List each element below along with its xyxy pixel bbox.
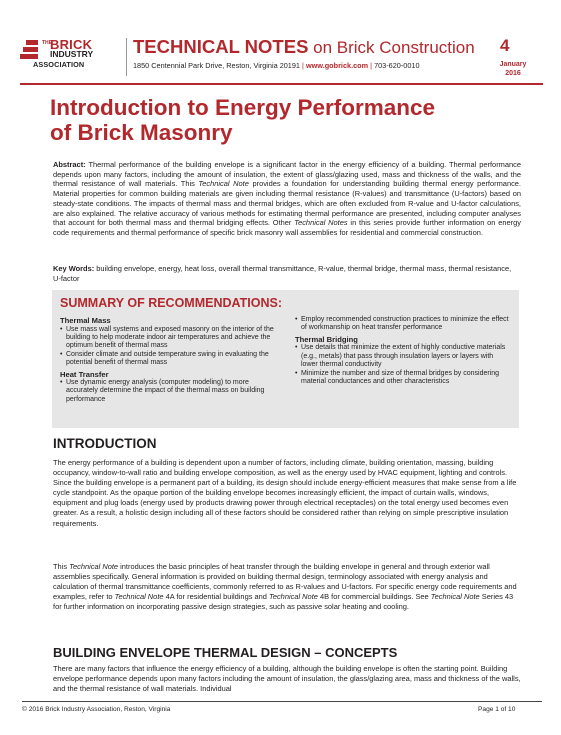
technical-note-ref: Technical Note: [69, 562, 119, 571]
document-title-line2: of Brick Masonry: [50, 120, 233, 145]
thermal-bridging-list: [295, 344, 510, 386]
list-item: • Use dynamic energy analysis (computer modeling) to more accurately determine the impact of the thermal mass on building performance: [60, 379, 275, 404]
list-item: • Consider climate and outside temperature swing in evaluating the potential benefit of thermal mass: [60, 351, 275, 368]
text: Series 43 for further information on incorporating passive design strategies, such as passive solar heating and cooling.: [53, 592, 514, 612]
issue-month: January: [499, 61, 527, 68]
list-item: • Employ recommended construction practices to minimize the effect of workmanship on heat transfer performance: [295, 316, 510, 333]
envelope-heading: BUILDING ENVELOPE THERMAL DESIGN – CONCEPTS: [53, 645, 398, 660]
document-title: [50, 95, 470, 145]
issue-date: [493, 61, 533, 78]
abstract-text-a: Thermal performance of the building envelope is a significant factor in the energy efficiency of a building. Thermal performance depends upon many factors, including the amount of insulation, the extent of glass/glazing used, mass and thickness of the walls, and the thermal resistance of wall materials. This: [53, 160, 521, 189]
logo-the: THE: [42, 40, 52, 46]
list-item: • Use details that minimize the extent of highly conductive materials (e.g., metals) that pass through insulation layers or layers with lower thermal conductivity: [295, 344, 510, 369]
logo-association: ASSOCIATION: [33, 60, 85, 69]
text: introduces the basic principles of heat transfer through the building envelope in general and through exterior wall assemblies specifically. General information is provided on building thermal design, terminology associated with energy analysis and calculation of thermal transmittance coefficients, commonly referred to as R-values and U-factors. For specific energy code requirements and examples, refer to: [53, 562, 517, 602]
keywords: [53, 264, 521, 283]
copyright: © 2016 Brick Industry Association, Reston, Virginia: [22, 706, 171, 713]
thermal-bridging-heading: Thermal Bridging: [295, 334, 358, 344]
list-item: • Minimize the number and size of thermal bridges by considering material conductances and other characteristics: [295, 370, 510, 387]
summary-heading: SUMMARY OF RECOMMENDATIONS:: [60, 296, 282, 310]
heat-transfer-heading: Heat Transfer: [60, 369, 109, 379]
heat-transfer-list: [60, 379, 275, 404]
envelope-paragraph-1: There are many factors that influence the energy efficiency of a building, although the building envelope is often the starting point. Building envelope performance depends upon many factors including the amount of insulation, the glass/glazing area, mass and thickness of the walls, and the thermal resistance of wall materials. Individual: [53, 664, 521, 694]
separator: |: [299, 61, 306, 70]
header-rule: [20, 83, 543, 85]
abstract-label: Abstract:: [53, 160, 86, 169]
phone: 703-620-0010: [374, 61, 420, 70]
technical-note-43-ref: Technical Note: [430, 592, 480, 602]
website-link[interactable]: www.gobrick.com: [305, 61, 369, 70]
abstract-text-b: provides a foundation for understanding building thermal energy performance. Material properties for common building materials are given including thermal resistance (R-values) and transmittance (U-factors) based on steady-state conditions. The impacts of thermal mass and thermal bridges, which are often excluded from R-value and U-factor calculations, are also explained. The relative accuracy of various methods for estimating thermal performance are presented, including computer analyses that account for both thermal mass and thermal bridging effects. Other: [53, 179, 522, 228]
footer-rule: [22, 701, 542, 702]
text: 4A for residential buildings and: [163, 592, 269, 602]
document-title-line1: Introduction to Energy Performance: [50, 95, 436, 120]
summary-column-left: [60, 316, 275, 406]
contact-line: [133, 61, 420, 70]
separator: |: [368, 61, 375, 70]
text: This: [53, 562, 70, 571]
heat-transfer-list-cont: [295, 316, 510, 333]
technical-note-4a-ref: Technical Note: [114, 592, 164, 602]
abstract-technical-notes: Technical Notes: [294, 218, 348, 228]
issue-number: 4: [500, 36, 510, 55]
introduction-heading: INTRODUCTION: [53, 436, 157, 451]
series-title-rest: on Brick Construction: [308, 38, 475, 57]
address: 1850 Centennial Park Drive, Reston, Virginia 20191: [133, 61, 300, 70]
introduction-paragraph-2: [53, 562, 523, 612]
page-number: Page 1 of 10: [478, 706, 516, 713]
list-item: • Use mass wall systems and exposed masonry on the interior of the building to help moderate indoor air temperatures and achieve the optimum benefit of thermal mass: [60, 326, 275, 351]
summary-column-right: [295, 316, 510, 388]
abstract: [53, 160, 521, 238]
thermal-mass-list: [60, 326, 275, 368]
issue-year: 2016: [505, 69, 521, 77]
header-divider: [126, 38, 127, 76]
keywords-label: Key Words:: [53, 264, 95, 273]
series-title-main: TECHNICAL NOTES: [133, 36, 309, 57]
brick-logo-icon: [20, 40, 38, 60]
technical-note-4b-ref: Technical Note: [268, 592, 318, 602]
keywords-text: building envelope, energy, heat loss, overall thermal transmittance, R-value, thermal bridge, thermal mass, thermal resistance, U-factor: [53, 264, 512, 283]
logo-industry: INDUSTRY: [50, 49, 94, 59]
thermal-mass-heading: Thermal Mass: [60, 316, 111, 325]
introduction-paragraph-1: The energy performance of a building is dependent upon a number of factors, including climate, building orientation, massing, building occupancy, window-to-wall ratio and building envelope composition, as well as the energy used by HVAC equipment, lighting and controls. Since the building envelope is a permanent part of a building, its design should include energy-efficient measures that make sense from a life cycle standpoint. As the opaque portion of the building envelope becomes increasingly efficient, the impact of curtain walls, windows, equipment and plug loads (energy used by products drawing power through electrical receptacles) on the total energy used becomes even greater. As a result, a holistic design including all of these factors should be considered rather than relying on simple prescriptive insulation requirements.: [53, 458, 517, 528]
logo-brick: BRICK: [50, 37, 93, 52]
abstract-text-c: in this series provide further information on energy code requirements and thermal performance of specific brick masonry wall assemblies for residential and commercial construction.: [53, 218, 521, 237]
text: 4B for commercial buildings. See: [317, 592, 431, 602]
series-title: [133, 36, 475, 58]
abstract-technical-note: Technical Note: [198, 179, 249, 189]
bia-logo: [20, 38, 120, 78]
